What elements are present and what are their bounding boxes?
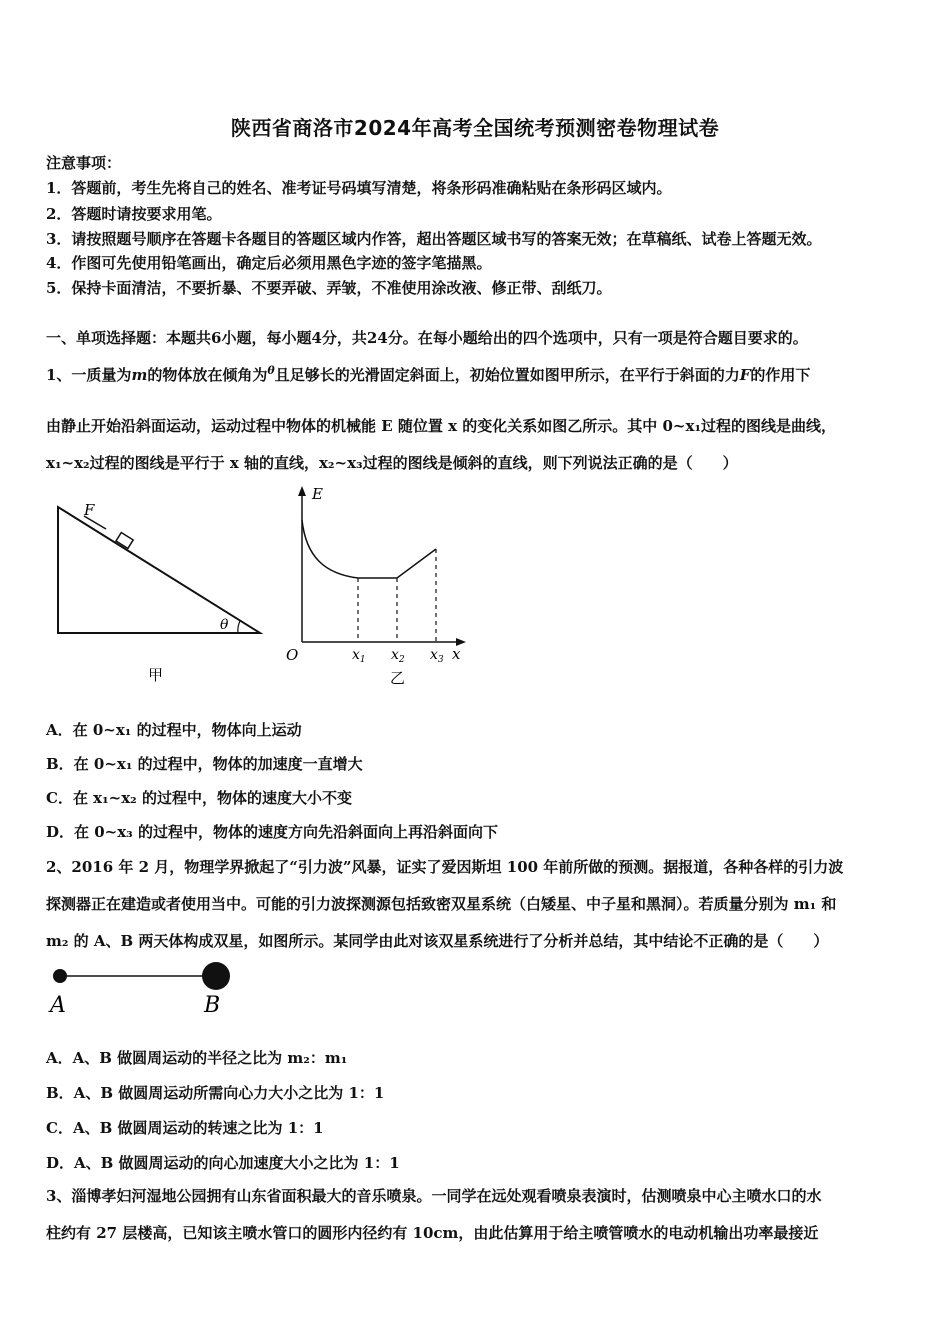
star-b	[202, 962, 230, 990]
q2-line1: 2、2016 年 2 月，物理学界掀起了“引力波”风暴，证实了爱因斯坦 100 年前所做的预测。据报道，各种各样的引力波	[46, 858, 844, 876]
q1-option-b: B．在 0~x₁ 的过程中，物体的加速度一直增大	[46, 755, 363, 773]
notice-item: 4．作图可先使用铅笔画出，确定后必须用黑色字迹的签字笔描黑。	[46, 254, 492, 272]
tick-x1: $x_1$	[352, 647, 366, 665]
tick-x2: $x_2$	[391, 647, 405, 665]
q1-option-a: A．在 0~x₁ 的过程中，物体向上运动	[46, 721, 302, 739]
label-theta: θ	[220, 617, 229, 633]
theta-symbol: θ	[267, 364, 275, 377]
energy-graph	[280, 482, 480, 692]
q2-line3: m₂ 的 A、B 两天体构成双星，如图所示。某同学由此对该双星系统进行了分析并总结，其中结论不正确的是（ ）	[46, 932, 829, 950]
caption-jia: 甲	[148, 666, 164, 684]
notice-item: 5．保持卡面清洁，不要折暴、不要弄破、弄皱，不准使用涂改液、修正带、刮纸刀。	[46, 279, 612, 297]
binary-star-figure	[46, 958, 246, 1020]
label-F: F	[84, 501, 95, 519]
label-B: B	[204, 993, 221, 1018]
incline-figure	[50, 495, 270, 690]
q2-option-a: A．A、B 做圆周运动的半径之比为 m₂：m₁	[46, 1049, 348, 1067]
label-A: A	[50, 993, 66, 1018]
label-E: E	[312, 485, 323, 503]
star-a	[53, 969, 67, 983]
notice-heading: 注意事项：	[46, 154, 122, 172]
notice-item: 1．答题前，考生先将自己的姓名、准考证号码填写清楚，将条形码准确粘贴在条形码区域内。	[46, 179, 672, 197]
q1-line3: x₁~x₂过程的图线是平行于 x 轴的直线，x₂~x₃过程的图线是倾斜的直线，则下列说法正确的是（ ）	[46, 454, 738, 472]
q2-option-d: D．A、B 做圆周运动的向心加速度大小之比为 1：1	[46, 1154, 400, 1172]
angle-arc	[238, 621, 240, 633]
page-title: 陕西省商洛市2024年高考全国统考预测密卷物理试卷	[230, 116, 720, 140]
label-O: O	[286, 646, 299, 664]
notice-item: 2．答题时请按要求用笔。	[46, 205, 222, 223]
q1-option-c: C．在 x₁~x₂ 的过程中，物体的速度大小不变	[46, 789, 352, 807]
energy-curve	[302, 520, 436, 578]
q3-line2: 柱约有 27 层楼高，已知该主喷水管口的圆形内径约有 10cm，由此估算用于给主喷管喷水的电动机输出功率最接近	[46, 1224, 819, 1242]
q2-line2: 探测器正在建造或者使用当中。可能的引力波探测源包括致密双星系统（白矮星、中子星和黑洞）。若质量分别为 m₁ 和	[46, 895, 837, 913]
caption-yi: 乙	[390, 669, 406, 687]
tick-x3: $x_3$	[430, 647, 444, 665]
q2-option-c: C．A、B 做圆周运动的转速之比为 1：1	[46, 1119, 324, 1137]
label-x: x	[452, 645, 461, 663]
y-arrow	[298, 486, 306, 496]
q1-line2: 由静止开始沿斜面运动，运动过程中物体的机械能 E 随位置 x 的变化关系如图乙所示。其中 0~x₁过程的图线是曲线，	[46, 417, 837, 435]
notice-item: 3．请按照题号顺序在答题卡各题目的答题区域内作答，超出答题区域书写的答案无效；在草稿纸、试卷上答题无效。	[46, 230, 822, 248]
q3-line1: 3、淄博孝妇河湿地公园拥有山东省面积最大的音乐喷泉。一同学在远处观看喷泉表演时，估测喷泉中心主喷水口的水	[46, 1187, 822, 1205]
q1-line1: 1、一质量为m的物体放在倾角为$^\theta$且足够长的光滑固定斜面上，初始位置如图甲所示，在平行于斜面的力F的作用下	[46, 364, 811, 384]
section-heading: 一、单项选择题：本题共6小题，每小题4分，共24分。在每小题给出的四个选项中，只有一项是符合题目要求的。	[46, 329, 808, 347]
block	[116, 533, 133, 549]
q1-option-d: D．在 0~x₃ 的过程中，物体的速度方向先沿斜面向上再沿斜面向下	[46, 823, 498, 841]
incline-triangle	[58, 507, 260, 633]
q2-option-b: B．A、B 做圆周运动所需向心力大小之比为 1：1	[46, 1084, 385, 1102]
